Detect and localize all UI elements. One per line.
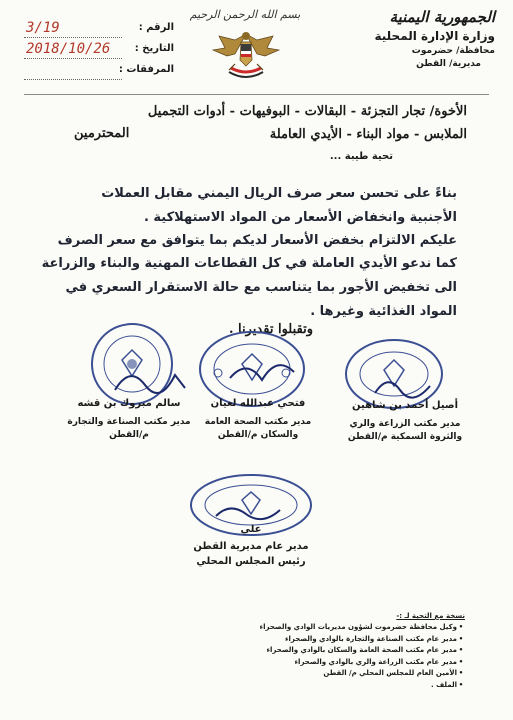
list-item <box>145 622 465 634</box>
copy-recipient: الأمين العام للمجلس المحلي م/ القطن <box>323 669 457 678</box>
yemen-eagle-emblem-icon <box>205 26 287 88</box>
list-item <box>145 680 465 692</box>
copies-header: نسخة مع التحية لـ :- <box>396 612 465 620</box>
signatory-title: مدير مكتب الزراعة والري <box>349 419 461 429</box>
attachments-label: المرفقات : <box>118 64 174 75</box>
list-item <box>145 668 465 680</box>
body-line: الى تخفيض الأجور بما يتناسب مع حالة الاستقرار السعري في <box>65 280 457 295</box>
signature-scribble-icon <box>370 368 440 404</box>
reference-value: 3/19 <box>26 20 60 36</box>
director-name: علي <box>240 524 262 535</box>
date-row <box>24 43 174 64</box>
greeting: تحية طيبة ... <box>329 151 393 162</box>
signatory-title: والثروة السمكية م/القطن <box>347 432 463 442</box>
closing-phrase: وتقبلوا تقديرنا . <box>229 322 313 337</box>
reference-label: الرقم : <box>138 22 174 33</box>
directorate-name: مديرية/ القطن <box>416 59 481 69</box>
country-name: الجمهورية اليمنية <box>389 8 495 26</box>
body-line: الأجنبية وانخفاض الأسعار من المواد الاستهلاكية . <box>143 210 457 225</box>
copy-recipient: مدير عام مكتب الصناعة والتجارة بالوادي والصحراء <box>284 634 457 643</box>
director-title: مدير عام مديرية القطن <box>193 541 309 552</box>
bullet-icon: • <box>458 657 464 666</box>
body-line: المواد الغذائية وغيرها . <box>310 304 457 319</box>
signatory-title: مدير مكتب الصحة العامة <box>204 417 312 427</box>
signatory-title: والسكان م/القطن <box>217 430 299 440</box>
letter-meta <box>24 22 174 85</box>
bullet-icon: • <box>458 669 464 678</box>
letterhead-right <box>325 8 495 69</box>
list-item <box>145 657 465 669</box>
signatory-name: أصيل أحمد بن شاهين <box>351 400 458 411</box>
basmala: بسم الله الرحمن الرحيم <box>189 8 301 21</box>
signature-scribble-icon <box>210 498 290 524</box>
signatory-title: م/القطن <box>109 430 149 440</box>
reference-row <box>24 22 174 43</box>
bullet-icon: • <box>458 623 464 631</box>
bullet-icon: • <box>458 646 464 655</box>
date-label: التاريخ : <box>134 43 174 54</box>
attachments-row <box>24 64 174 85</box>
signatory-name: فتحي عبدالله لعيان <box>210 398 306 409</box>
body-line: كما ندعو الأيدي العاملة في كل القطاعات المهنية والبناء والزراعة <box>41 256 457 271</box>
header-divider <box>24 94 489 95</box>
director-title: رئيس المجلس المحلي <box>196 556 306 567</box>
signature-scribble-icon <box>110 360 190 400</box>
copy-recipient: مدير عام مكتب الصحة العامة والسكان بالوادي والصحراء <box>266 646 457 655</box>
date-value: 2018/10/26 <box>26 41 111 57</box>
list-item <box>145 645 465 657</box>
signature-scribble-icon <box>222 350 302 390</box>
governorate-name: محافظة/ حضرموت <box>411 46 495 56</box>
bullet-icon: • <box>458 634 464 643</box>
respected-label: المحترمين <box>74 126 130 141</box>
addressee-line-2: الملابس - مواد البناء - الأيدي العاملة <box>269 127 467 142</box>
ministry-name: وزارة الإدارة المحلية <box>374 29 495 43</box>
signatory-name: سالم مبروك بن قشه <box>77 398 181 409</box>
list-item <box>145 634 465 646</box>
copies-list <box>145 612 465 692</box>
copy-recipient: مدير عام مكتب الزراعة والري بالوادي والصحراء <box>294 657 457 666</box>
bullet-icon: • <box>458 680 464 689</box>
body-line: عليكم الالتزام بخفض الأسعار لديكم بما يتوافق مع سعر الصرف <box>57 233 457 248</box>
signatory-title: مدير مكتب الصناعة والتجارة <box>67 417 191 427</box>
body-line: بناءً على تحسن سعر صرف الريال اليمني مقابل العملات <box>101 186 457 201</box>
copy-recipient: وكيل محافظة حضرموت لشؤون مديريات الوادي والصحراء <box>259 623 457 631</box>
addressee-line-1: الأخوة/ تجار التجزئة - البقالات - البوفيهات - أدوات التجميل <box>147 104 467 119</box>
copy-recipient: الملف . <box>430 680 457 689</box>
